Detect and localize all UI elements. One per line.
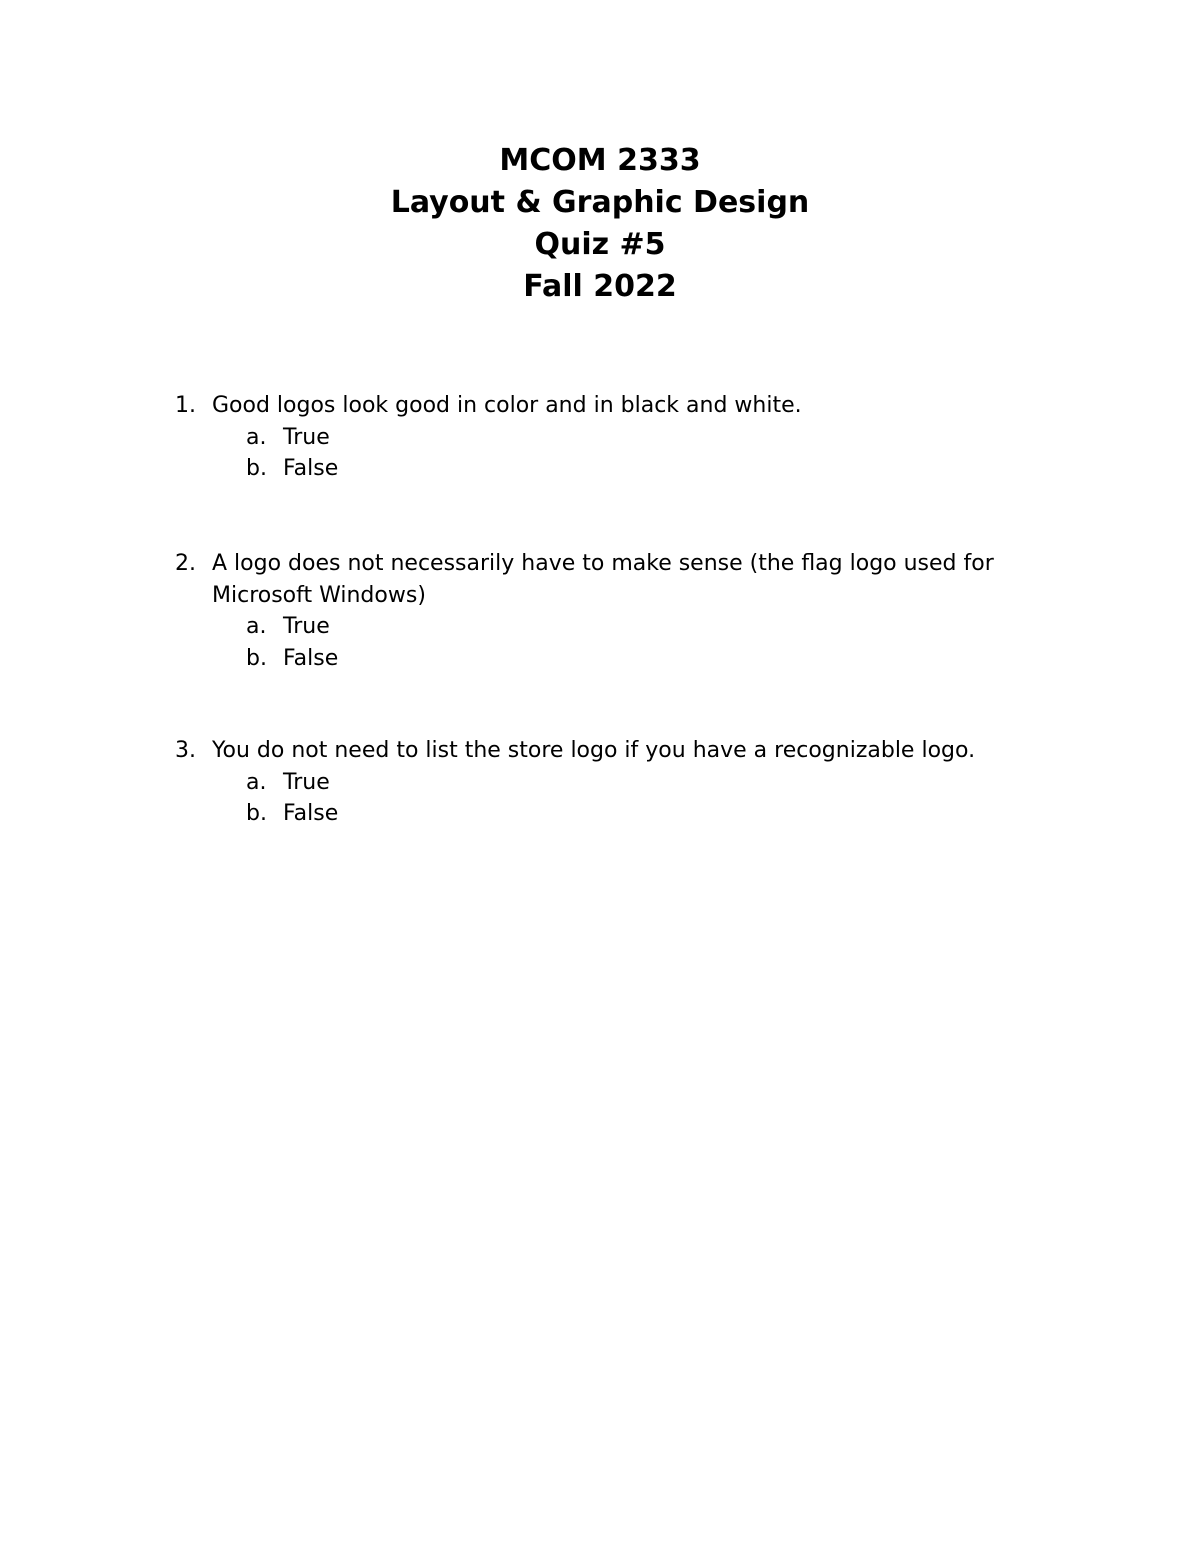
option-label: False [283, 456, 339, 481]
question-text: Good logos look good in color and in black and white. [212, 393, 802, 418]
question-3-option-a [175, 767, 1075, 799]
question-3-option-b [175, 798, 1075, 830]
question-2 [175, 548, 1075, 674]
question-1-option-a [175, 422, 1075, 454]
option-label: False [283, 645, 339, 671]
course-code: MCOM 2333 [499, 143, 701, 178]
option-letter: b. [246, 801, 267, 826]
option-label: True [283, 769, 330, 795]
question-2-option-a [175, 611, 1075, 643]
quiz-header [0, 140, 1200, 308]
question-number: 1. [175, 393, 196, 418]
question-text: You do not need to list the store logo if you have a recognizable logo. [212, 738, 976, 763]
question-1-option-b [175, 453, 1075, 485]
question-1-prompt [175, 390, 1075, 422]
quiz-title: Quiz #5 [534, 227, 666, 262]
question-3 [175, 735, 1075, 830]
question-1 [175, 390, 1075, 485]
question-2-option-b [175, 643, 1075, 675]
quiz-term: Fall 2022 [523, 269, 677, 304]
course-subject: Layout & Graphic Design [390, 185, 810, 220]
option-letter: b. [246, 645, 267, 671]
option-letter: a. [246, 614, 267, 639]
option-label: False [283, 801, 339, 826]
option-label: True [283, 614, 330, 639]
option-label: True [283, 424, 330, 450]
option-letter: b. [246, 456, 267, 481]
question-text: A logo does not necessarily have to make sense (the flag logo used for Microsoft Windows) [212, 551, 994, 608]
option-letter: a. [246, 424, 267, 450]
question-number: 3. [175, 738, 196, 763]
question-number: 2. [175, 551, 196, 576]
question-2-prompt [175, 548, 1075, 611]
option-letter: a. [246, 769, 267, 795]
question-3-prompt [175, 735, 1075, 767]
